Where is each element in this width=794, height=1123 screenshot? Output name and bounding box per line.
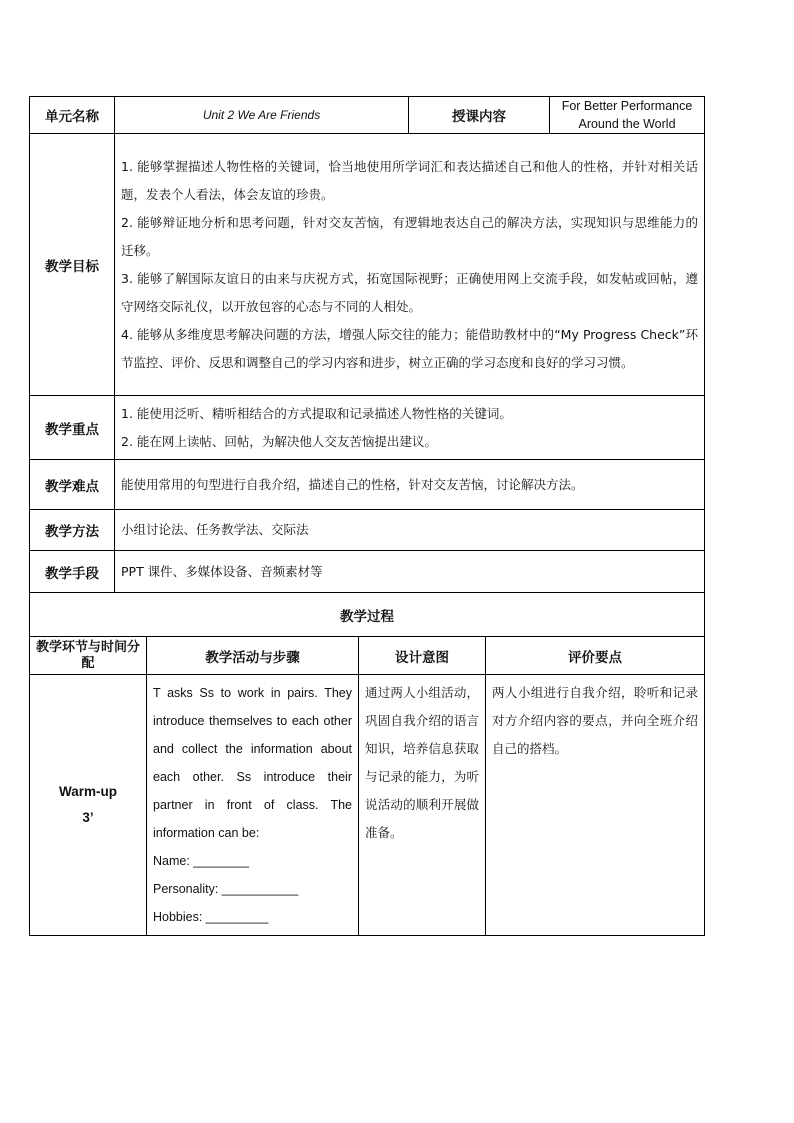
objective-item-2: 2. 能够辩证地分析和思考问题，针对交友苦恼，有逻辑地表达自己的解决方法，实现知识与思维能力的迁移。: [121, 214, 699, 258]
content-value-line2: Around the World: [578, 117, 676, 131]
activity-field-name: Name: ________: [153, 854, 249, 868]
header-row: [30, 97, 705, 134]
process-header-row: [30, 637, 705, 675]
col-stage-header: 教学环节与时间分配: [30, 637, 147, 675]
lesson-plan-page: [29, 96, 704, 936]
key-points-row: [30, 396, 705, 460]
intent-cell: 通过两人小组活动，巩固自我介绍的语言知识，培养信息获取与记录的能力，为听说活动的顺利开展做准备。: [359, 675, 486, 936]
objectives-row: [30, 134, 705, 396]
unit-label: 单元名称: [30, 97, 115, 134]
content-label: 授课内容: [409, 97, 550, 134]
stage-cell: [30, 675, 147, 936]
key-point-item-2: 2. 能在网上读帖、回帖，为解决他人交友苦恼提出建议。: [121, 433, 437, 449]
means-label: 教学手段: [30, 551, 115, 593]
key-points-content: [115, 396, 705, 460]
activity-field-hobbies: Hobbies: _________: [153, 910, 269, 924]
means-row: [30, 551, 705, 593]
process-row-warmup: [30, 675, 705, 936]
activity-field-personality: Personality: ___________: [153, 882, 299, 896]
methods-label: 教学方法: [30, 510, 115, 551]
objectives-label: 教学目标: [30, 134, 115, 396]
unit-value: Unit 2 We Are Friends: [115, 97, 409, 134]
objective-item-3: 3. 能够了解国际友谊日的由来与庆祝方式，拓宽国际视野；正确使用网上交流手段，如发帖或回帖，遵守网络交际礼仪，以开放包容的心态与不同的人相处。: [121, 270, 699, 314]
stage-name: Warm-up: [59, 784, 117, 799]
lesson-plan-table: [29, 96, 705, 936]
col-intent-header: 设计意图: [359, 637, 486, 675]
objectives-content: [115, 134, 705, 396]
col-eval-header: 评价要点: [486, 637, 705, 675]
activity-intro: T asks Ss to work in pairs. They introduce themselves to each other and collect the information about each other. Ss introduce their partner in front of class. The information can be:: [153, 686, 352, 840]
difficulties-label: 教学难点: [30, 460, 115, 510]
key-points-label: 教学重点: [30, 396, 115, 460]
stage-time: 3’: [82, 810, 94, 825]
key-point-item-1: 1. 能使用泛听、精听相结合的方式提取和记录描述人物性格的关键词。: [121, 405, 512, 421]
col-activity-header: 教学活动与步骤: [147, 637, 359, 675]
means-content: PPT 课件、多媒体设备、音频素材等: [115, 551, 705, 593]
objective-item-4: 4. 能够从多维度思考解决问题的方法，增强人际交往的能力；能借助教材中的“My Progress Check”环节监控、评价、反思和调整自己的学习内容和进步，树立正确的学习态度和良好的学习习惯。: [121, 326, 699, 370]
activity-cell: [147, 675, 359, 936]
difficulties-content: 能使用常用的句型进行自我介绍，描述自己的性格，针对交友苦恼，讨论解决方法。: [115, 460, 705, 510]
objective-item-1: 1. 能够掌握描述人物性格的关键词，恰当地使用所学词汇和表达描述自己和他人的性格，并针对相关话题，发表个人看法，体会友谊的珍贵。: [121, 158, 699, 202]
process-title: 教学过程: [30, 593, 705, 637]
content-value: [550, 97, 705, 134]
eval-cell: 两人小组进行自我介绍，聆听和记录对方介绍内容的要点，并向全班介绍自己的搭档。: [486, 675, 705, 936]
methods-row: [30, 510, 705, 551]
methods-content: 小组讨论法、任务教学法、交际法: [115, 510, 705, 551]
difficulties-row: [30, 460, 705, 510]
content-value-line1: For Better Performance: [561, 99, 693, 113]
process-title-row: [30, 593, 705, 637]
